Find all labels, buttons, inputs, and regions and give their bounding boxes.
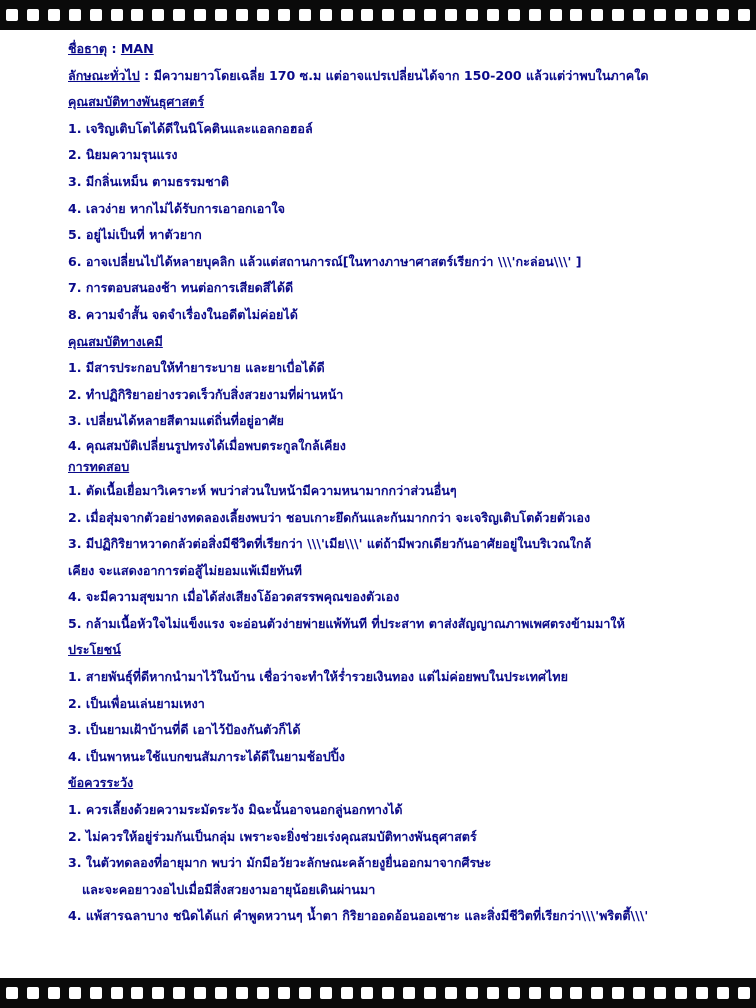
sprocket-hole: [131, 9, 143, 21]
sprocket-hole: [69, 987, 81, 999]
sprocket-hole: [508, 987, 520, 999]
sprocket-holes-bottom: [0, 987, 756, 999]
sprocket-hole: [341, 987, 353, 999]
genetic-item: 5. อยู่ไม่เป็นที่ หาตัวยาก: [68, 227, 202, 243]
benefits-heading: ประโยชน์: [68, 642, 121, 658]
sprocket-hole: [382, 987, 394, 999]
sprocket-hole: [591, 9, 603, 21]
genetic-item: 3. มีกลิ่นเหม็น ตามธรรมชาติ: [68, 173, 229, 189]
cautions-item: 1. ควรเลี้ยงด้วยความระมัดระวัง มิฉะนั้นอาจนอกลู่นอกทางได้: [68, 802, 403, 818]
sprocket-hole: [696, 987, 708, 999]
sprocket-hole: [403, 9, 415, 21]
sprocket-hole: [633, 9, 645, 21]
sprocket-holes-top: [0, 9, 756, 21]
sprocket-hole: [445, 9, 457, 21]
sprocket-hole: [529, 9, 541, 21]
general-label: ลักษณะทั่วไป: [68, 67, 140, 83]
sprocket-hole: [717, 987, 729, 999]
general-text: มีความยาวโดยเฉลี่ย 170 ซ.ม แต่อาจแปรเปลี่ยนได้จาก 150-200 แล้วแต่ว่าพบในภาคใด: [153, 67, 649, 83]
sprocket-hole: [424, 9, 436, 21]
genetic-item: 8. ความจำสั้น จดจำเรื่องในอดีตไม่ค่อยได้: [68, 306, 298, 322]
sprocket-hole: [612, 9, 624, 21]
sprocket-hole: [633, 987, 645, 999]
testing-heading: การทดสอบ: [68, 458, 130, 474]
document-content: [68, 36, 736, 930]
chemical-heading: คุณสมบัติทางเคมี: [68, 333, 163, 349]
sprocket-hole: [48, 987, 60, 999]
sprocket-hole: [466, 9, 478, 21]
sprocket-hole: [152, 9, 164, 21]
sprocket-hole: [131, 987, 143, 999]
film-strip-top: [0, 0, 756, 30]
sprocket-hole: [90, 987, 102, 999]
sprocket-hole: [529, 987, 541, 999]
cautions-item: 3. ในตัวทดลองที่อายุมาก พบว่า มักมีอวัยวะลักษณะคล้ายงูยื่นออกมาจากศีรษะ: [68, 855, 492, 871]
benefits-item: 3. เป็นยามเฝ้าบ้านที่ดี เอาไว้ป้องกันตัวก็ได้: [68, 722, 301, 738]
sprocket-hole: [382, 9, 394, 21]
benefits-item: 2. เป็นเพื่อนเล่นยามเหงา: [68, 695, 205, 711]
sprocket-hole: [508, 9, 520, 21]
document-page: [0, 30, 756, 978]
sprocket-hole: [299, 9, 311, 21]
chemical-item: 2. ทำปฏิกิริยาอย่างรวดเร็วกับสิ่งสวยงามที่ผ่านหน้า: [68, 386, 344, 402]
species-sep: :: [107, 41, 121, 56]
testing-item: 4. จะมีความสุขมาก เมื่อได้ส่งเสียงโอ้อวดสรรพคุณของตัวเอง: [68, 589, 400, 605]
species-label: ชื่อธาตุ: [68, 41, 108, 56]
sprocket-hole: [445, 987, 457, 999]
sprocket-hole: [6, 987, 18, 999]
species-line: [68, 36, 736, 63]
sprocket-hole: [236, 9, 248, 21]
sprocket-hole: [654, 9, 666, 21]
chemical-item: 3. เปลี่ยนได้หลายสีตามแต่ถิ่นที่อยู่อาศัย: [68, 413, 284, 429]
sprocket-hole: [487, 9, 499, 21]
benefits-item: 4. เป็นพาหนะใช้แบกขนสัมภาระได้ดีในยามช้อปปิ้ง: [68, 748, 345, 764]
sprocket-hole: [194, 987, 206, 999]
sprocket-hole: [717, 9, 729, 21]
sprocket-hole: [278, 987, 290, 999]
cautions-item: 4. แพ้สารฉลาบาง ชนิดได้แก่ คำพูดหวานๆ น้ำตา กิริยาออดอ้อนออเซาะ และสิ่งมีชีวิตที่เรียกว่า\\\'พริตตี้\\\': [68, 908, 649, 924]
film-strip-bottom: [0, 978, 756, 1008]
benefits-item: 1. สายพันธุ์ที่ดีหากนำมาไว้ในบ้าน เชื่อว่าจะทำให้ร่ำรวยเงินทอง แต่ไม่ค่อยพบในประเทศไทย: [68, 669, 568, 685]
sprocket-hole: [570, 9, 582, 21]
cautions-heading: ข้อควรระวัง: [68, 775, 134, 791]
chemical-item: 4. คุณสมบัติเปลี่ยนรูปทรงได้เมื่อพบตระกูลใกล้เคียง: [68, 437, 346, 453]
sprocket-hole: [152, 987, 164, 999]
genetic-item: 4. เลวง่าย หากไม่ได้รับการเอาอกเอาใจ: [68, 200, 285, 216]
sprocket-hole: [320, 987, 332, 999]
genetic-item: 1. เจริญเติบโตได้ดีในนิโคตินและแอลกอฮอล์: [68, 120, 313, 136]
sprocket-hole: [215, 9, 227, 21]
sprocket-hole: [173, 987, 185, 999]
sprocket-hole: [111, 9, 123, 21]
species-value: MAN: [120, 41, 154, 56]
sprocket-hole: [550, 9, 562, 21]
sprocket-hole: [27, 9, 39, 21]
genetic-heading: คุณสมบัติทางพันธุศาสตร์: [68, 94, 205, 110]
sprocket-hole: [466, 987, 478, 999]
sprocket-hole: [361, 9, 373, 21]
general-sep: :: [139, 67, 154, 83]
testing-item: 2. เมื่อสุ่มจากตัวอย่างทดลองเลี้ยงพบว่า ชอบเกาะยึดกันและกันมากกว่า จะเจริญเติบโตด้วยตัวเอง: [68, 509, 591, 525]
sprocket-hole: [320, 9, 332, 21]
sprocket-hole: [6, 9, 18, 21]
sprocket-hole: [194, 9, 206, 21]
cautions-item-continued: และจะคอยาวงอไปเมื่อมีสิ่งสวยงามอายุน้อยเดินผ่านมา: [82, 881, 376, 897]
sprocket-hole: [570, 987, 582, 999]
sprocket-hole: [361, 987, 373, 999]
sprocket-hole: [487, 987, 499, 999]
sprocket-hole: [27, 987, 39, 999]
sprocket-hole: [341, 9, 353, 21]
sprocket-hole: [424, 987, 436, 999]
testing-item: 3. มีปฏิกิริยาหวาดกลัวต่อสิ่งมีชีวิตที่เรียกว่า \\\'เมีย\\\' แต่ถ้ามีพวกเดียวกันอาศัยอยู่ในบริเวณใกล้: [68, 536, 592, 552]
sprocket-hole: [257, 9, 269, 21]
sprocket-hole: [236, 987, 248, 999]
chemical-item: 1. มีสารประกอบให้ทำยาระบาย และยาเบื่อได้ดี: [68, 360, 325, 376]
sprocket-hole: [173, 9, 185, 21]
sprocket-hole: [738, 9, 750, 21]
general-line: [68, 63, 736, 90]
sprocket-hole: [403, 987, 415, 999]
sprocket-hole: [675, 9, 687, 21]
genetic-item: 2. นิยมความรุนแรง: [68, 147, 178, 163]
cautions-item: 2. ไม่ควรให้อยู่ร่วมกันเป็นกลุ่ม เพราะจะยิ่งช่วยเร่งคุณสมบัติทางพันธุศาสตร์: [68, 828, 477, 844]
sprocket-hole: [591, 987, 603, 999]
sprocket-hole: [654, 987, 666, 999]
sprocket-hole: [550, 987, 562, 999]
sprocket-hole: [215, 987, 227, 999]
sprocket-hole: [278, 9, 290, 21]
sprocket-hole: [257, 987, 269, 999]
sprocket-hole: [299, 987, 311, 999]
testing-item: 1. ตัดเนื้อเยื่อมาวิเคราะห์ พบว่าส่วนใบหน้ามีความหนามากกว่าส่วนอื่นๆ: [68, 482, 457, 498]
sprocket-hole: [48, 9, 60, 21]
genetic-item: 7. การตอบสนองช้า ทนต่อการเสียดสีได้ดี: [68, 280, 294, 296]
sprocket-hole: [90, 9, 102, 21]
sprocket-hole: [675, 987, 687, 999]
sprocket-hole: [111, 987, 123, 999]
sprocket-hole: [696, 9, 708, 21]
sprocket-hole: [738, 987, 750, 999]
genetic-item: 6. อาจเปลี่ยนไปได้หลายบุคลิก แล้วแต่สถานการณ์[ในทางภาษาศาสตร์เรียกว่า \\\'กะล่อน\\\' ]: [68, 253, 582, 269]
testing-item: 5. กล้ามเนื้อหัวใจไม่แข็งแรง จะอ่อนตัวง่ายพ่ายแพ้ทันที ที่ประสาท ตาส่งสัญญาณภาพเพศตรงข้ามมาให้: [68, 615, 625, 631]
testing-item-continued: เคียง จะแสดงอาการต่อสู้ไม่ยอมแพ้เมียทันที: [68, 562, 302, 578]
sprocket-hole: [612, 987, 624, 999]
sprocket-hole: [69, 9, 81, 21]
